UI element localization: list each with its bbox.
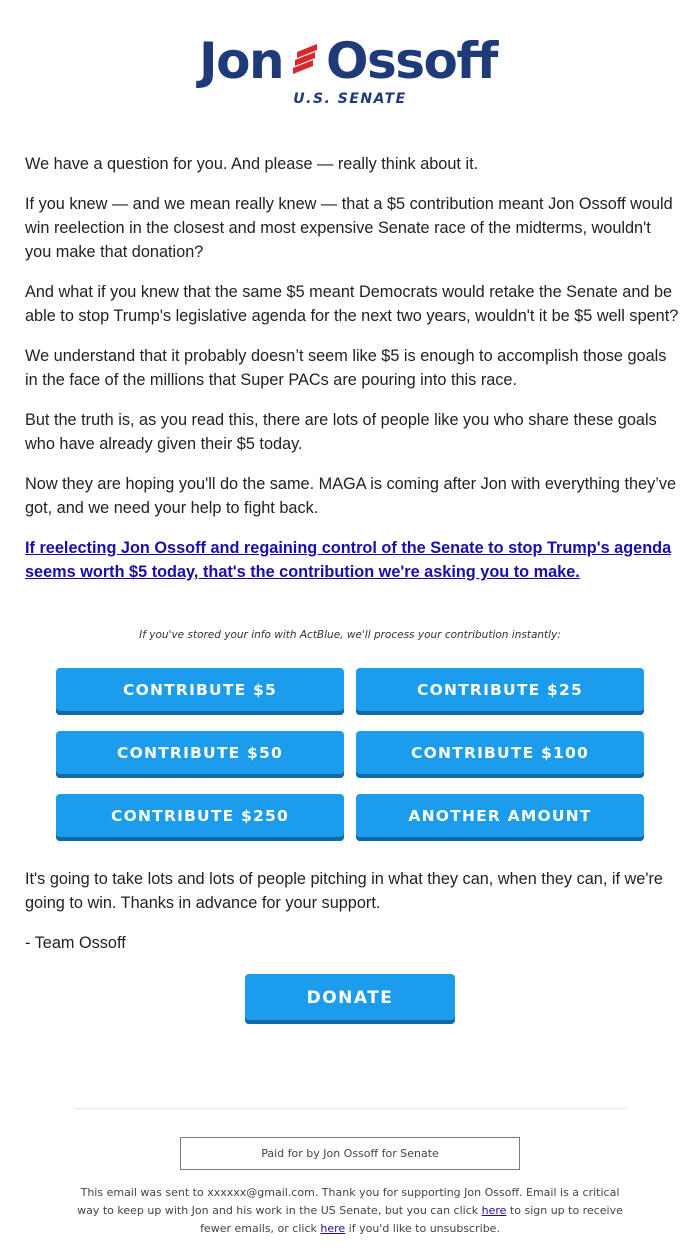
paid-for-disclaimer: Paid for by Jon Ossoff for Senate <box>180 1137 520 1170</box>
paragraph-6: Now they are hoping you'll do the same. MAGA is coming after Jon with everything they’ve got, and we need your help to fight back. <box>25 475 677 517</box>
contribute-25-button[interactable]: CONTRIBUTE $25 <box>356 668 644 715</box>
logo-subtitle: U.S. SENATE <box>293 91 407 107</box>
fewer-emails-link[interactable]: here <box>481 1204 507 1217</box>
email-body <box>25 152 680 600</box>
paragraph-3: And what if you knew that the same $5 meant Democrats would retake the Senate and be able to stop Trump's legislative agenda for the next two years, wouldn't it be $5 well spent? <box>25 283 679 325</box>
paragraph-5: But the truth is, as you read this, there are lots of people like you who share these goals who have already given their $5 today. <box>25 411 657 453</box>
recipient-email: xxxxxx@gmail.com <box>207 1186 315 1199</box>
paragraph-1: We have a question for you. And please — really think about it. <box>25 155 479 173</box>
paragraph-2: If you knew — and we mean really knew — that a $5 contribution meant Jon Ossoff would win reelection in the closest and most expensive Senate race of the midterms, wouldn't you make that donation? <box>25 195 673 261</box>
logo-word-ossoff: Ossoff <box>325 32 497 90</box>
unsubscribe-link[interactable]: here <box>320 1222 346 1235</box>
cta-link[interactable]: If reelecting Jon Ossoff and regaining control of the Senate to stop Trump's agenda seems worth $5 today, that's the contribution we're asking you to make. <box>25 539 672 581</box>
logo-wordmark <box>199 34 497 88</box>
paragraph-4: We understand that it probably doesn’t seem like $5 is enough to accomplish those goals in the face of the millions that Super PACs are pouring into this race. <box>25 347 667 389</box>
contribute-250-button[interactable]: CONTRIBUTE $250 <box>56 794 344 841</box>
closing-paragraph: It's going to take lots and lots of people pitching in what they can, when they can, if we're going to win. Thanks in advance for your support. <box>25 870 663 912</box>
signoff: - Team Ossoff <box>25 934 126 952</box>
logo-word-jon: Jon <box>199 32 284 90</box>
cta-paragraph <box>25 536 680 584</box>
footer-text: This email was sent to xxxxxx@gmail.com. Thank you for supporting Jon Ossoff. Email is a critical way to keep up with Jon and his work in the US Senate, but you can click here to sign up to receive fewer emails, or click here if you'd like to unsubscribe. <box>77 1186 623 1235</box>
contribute-5-button[interactable]: CONTRIBUTE $5 <box>56 668 344 715</box>
stripes-icon <box>291 44 321 85</box>
logo <box>0 34 700 114</box>
contribute-100-button[interactable]: CONTRIBUTE $100 <box>356 731 644 778</box>
actblue-note: If you've stored your info with ActBlue, we'll process your contribution instantly: <box>139 629 561 641</box>
donate-button[interactable]: DONATE <box>245 974 455 1024</box>
contribute-50-button[interactable]: CONTRIBUTE $50 <box>56 731 344 778</box>
another-amount-button[interactable]: ANOTHER AMOUNT <box>356 794 644 841</box>
footer-divider <box>74 1108 626 1109</box>
closing <box>25 867 675 971</box>
